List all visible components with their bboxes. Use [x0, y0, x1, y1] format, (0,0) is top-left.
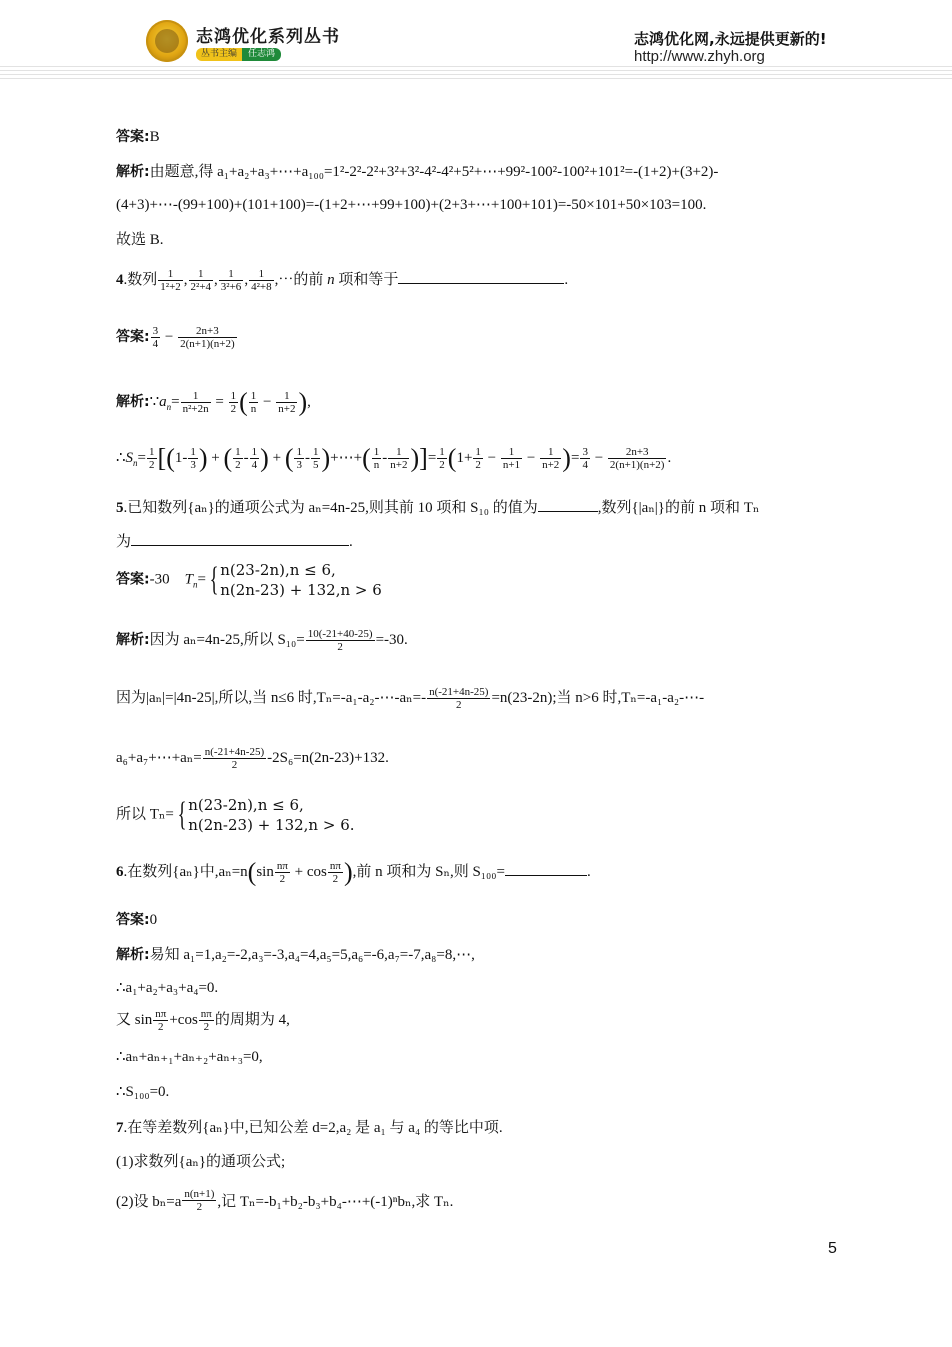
question-text: 在数列{aₙ}中,aₙ=n: [127, 864, 248, 880]
answer-value: -30: [149, 571, 170, 588]
answer-value: 0: [149, 912, 158, 928]
question-text: ,数列{|aₙ|}的前 n 项和 Tₙ: [597, 500, 760, 516]
answer-3: [116, 126, 160, 146]
solution-text: 由题意,得 a₁+a₂+a₃+⋯+a₁₀₀=1²-2²-2²+3²+3²-4²-4²+5²+⋯+99²-100²-100²+101²=-(1+2)+(3+2)-: [149, 164, 719, 180]
fraction: $\frac{1}{n}$: [250, 390, 257, 415]
header-rule: [0, 74, 952, 75]
question-6: 6.在数列{aₙ}中,aₙ=n(sin $\frac{n\pi}{2}$ + cos $\frac{n\pi}{2}$ ),前 n 项和为 Sₙ,则 S₁₀₀= .: [116, 857, 591, 887]
question-5-line-1: 5.已知数列{aₙ}的通项公式为 aₙ=4n-25,则其前 10 项和 S₁₀ 的值为 ,数列{|aₙ|}的前 n 项和 Tₙ: [116, 496, 759, 517]
solution-text: 所以 Tₙ=: [116, 806, 174, 823]
header-rule: [0, 78, 952, 79]
solution-text: =n(23-2n);当 n>6 时,Tₙ=-a₁-a₂-⋯-: [491, 690, 705, 706]
answer-label: 答案:: [116, 912, 150, 928]
question-number: 4: [116, 272, 124, 288]
solution-4-line-2: $\therefore S_n=$ $\frac{1}{2}$ [(1- $\frac{1}{3}$ ) + ( $\frac{1}{2}$ - $\frac{1}{4}$ ) + ( $\frac{1}{3}$ - $\frac{1}{5}$ )+⋯+( $\frac{1}{n}$ - $\frac{1}{n+2}$ )]= $\frac{1}{2}$ (1+ $\frac{1}{2}$ − $\frac{1}{n+1}$ − $\frac{1}{n+2}$ )= $\frac{3}{4}$ − $\frac{2n+3}{2(n+1)(n+2)}$ .: [116, 443, 672, 473]
solution-6-line-2: ∴a₁+a₂+a₃+a₄=0.: [116, 980, 219, 996]
fraction: $\frac{1}{2}$: [230, 390, 237, 415]
header-rule: [0, 70, 952, 71]
variable: n: [327, 272, 335, 288]
answer-blank[interactable]: [398, 269, 564, 284]
solution-5-line-4: 所以 Tₙ= { n(23-2n),n ≤ 6, n(2n-23) + 132,n > 6.: [116, 796, 355, 834]
page-number: 5: [828, 1240, 837, 1257]
solution-label: 解析:: [116, 947, 150, 963]
case-line: n(2n-23) + 132,n > 6: [220, 581, 382, 599]
fraction: $\frac{n\pi}{2}$: [155, 1008, 167, 1034]
answer-blank[interactable]: [538, 497, 598, 512]
question-text: 项和等于: [334, 272, 399, 288]
answer-4: 答案: $\frac{3}{4}$ − $\frac{2n+3}{2(n+1)(n+2)}$: [116, 325, 235, 350]
editor-badge: [196, 48, 281, 61]
question-number: 6: [116, 864, 124, 880]
question-7-line-1: 7.在等差数列{aₙ}中,已知公差 d=2,a₂ 是 a₁ 与 a₄ 的等比中项.: [116, 1120, 503, 1136]
solution-6-line-4: ∴aₙ+aₙ₊₁+aₙ₊₂+aₙ₊₃=0,: [116, 1049, 263, 1065]
fraction: $\frac{1}{\text{n²+2n}}$: [182, 390, 209, 415]
solution-text: 易知 a₁=1,a₂=-2,a₃=-3,a₄=4,a₅=5,a₆=-6,a₇=-7,a₈=8,⋯,: [149, 947, 475, 963]
piecewise-cases: [188, 795, 354, 835]
solution-3-line-2: (4+3)+⋯-(99+100)+(101+100)=-(1+2+⋯+99+100)+(2+3+⋯+100+101)=-50×101+50×103=100.: [116, 197, 707, 213]
site-slogan: 志鸿优化网,永远提供更新的!: [634, 30, 827, 48]
solution-text: a₆+a₇+⋯+aₙ=: [116, 749, 202, 766]
header-rule: [0, 66, 952, 67]
solution-text: 因为 aₙ=4n-25,所以 S₁₀=: [149, 632, 305, 648]
question-text: ,⋯的前: [274, 272, 328, 288]
fraction: $\frac{1}{2}$: [149, 446, 155, 471]
fraction: $\frac{10(-21+40-25)}{2}$: [307, 628, 373, 654]
period: .: [564, 272, 569, 288]
question-7-line-3: [116, 1188, 453, 1213]
fraction: $\frac{n\pi}{2}$: [200, 1008, 212, 1034]
solution-6-line-1: [116, 943, 475, 964]
solution-6-line-5: ∴S₁₀₀=0.: [116, 1084, 170, 1100]
question-text: 为: [116, 534, 132, 550]
solution-label: 解析:: [116, 632, 150, 648]
site-url[interactable]: http://www.zhyh.org: [634, 48, 765, 65]
fraction: $\frac{n(-21+4n-25)}{2}$: [429, 686, 489, 712]
solution-6-line-3: [116, 1008, 290, 1033]
badge-label: 丛书主编: [196, 48, 242, 61]
page-header: [0, 0, 952, 80]
series-title: 志鸿优化系列丛书: [196, 27, 340, 47]
solution-5-line-1: [116, 628, 408, 653]
fraction: $\frac{2n+3}{2(n+1)(n+2)}$: [180, 325, 235, 350]
answer-blank[interactable]: [131, 531, 349, 546]
question-text: 数列: [127, 272, 158, 288]
solution-4-line-1: 解析$:\because a_n=$ $\frac{1}{\text{n²+2n}}$ = $\frac{1}{2}$ ( $\frac{1}{n}$ − $\frac{1}{n+2}$ ),: [116, 387, 311, 417]
period: .: [349, 534, 353, 550]
answer-5: 答案:-30 $T_n=$ { n(23-2n),n ≤ 6, n(2n-23) + 132,n > 6: [116, 561, 382, 599]
fraction: $\frac{1}{\text{1²+2}}$: [160, 268, 181, 294]
answer-blank[interactable]: [505, 861, 587, 876]
solution-text: 又 sin: [116, 1012, 153, 1028]
fraction: $\frac{1}{\text{4²+8}}$: [251, 268, 272, 294]
answer-label: 答案:: [116, 328, 150, 345]
question-text: ,前 n 项和为 Sₙ,则 S₁₀₀=: [352, 864, 505, 880]
logo-emblem-icon: [146, 20, 188, 62]
answer-label: 答案:: [116, 129, 150, 145]
solution-label: 解析:: [116, 393, 150, 410]
question-number: 7: [116, 1120, 124, 1136]
question-number: 5: [116, 500, 124, 516]
question-4: 4.数列 $\frac{1}{\text{1²+2}}$ , $\frac{1}{\text{2²+4}}$ , $\frac{1}{\text{3²+6}}$ , $\frac{1}{\text{4²+8}}$ ,⋯的前 n 项和等于 .: [116, 268, 569, 294]
fraction: $\frac{1}{\text{2²+4}}$: [190, 268, 212, 294]
question-text: ,记 Tₙ=-b₁+b₂-b₃+b₄-⋯+(-1)ⁿbₙ,求 Tₙ.: [217, 1194, 454, 1210]
case-line: n(2n-23) + 132,n > 6.: [188, 816, 355, 834]
fraction: $\frac{3}{4}$: [152, 325, 159, 350]
period: .: [586, 864, 591, 880]
question-7-line-2: (1)求数列{aₙ}的通项公式;: [116, 1154, 286, 1170]
question-text: 在等差数列{aₙ}中,已知公差 d=2,a₂ 是 a₁ 与 a₄ 的等比中项.: [127, 1120, 503, 1136]
fraction: $\frac{n\pi}{2}$: [276, 860, 288, 886]
solution-text: 的周期为 4,: [214, 1012, 290, 1028]
solution-3-line-3: 故选 B.: [116, 232, 164, 248]
answer-6: [116, 909, 157, 929]
case-line: n(23-2n),n ≤ 6,: [220, 561, 336, 579]
case-line: n(23-2n),n ≤ 6,: [188, 796, 304, 814]
solution-text: =-30.: [375, 632, 408, 648]
fraction: $\frac{n(n+1)}{2}$: [184, 1188, 215, 1213]
solution-label: 解析:: [116, 164, 150, 180]
question-text: 已知数列{aₙ}的通项公式为 aₙ=4n-25,则其前 10 项和 S₁₀ 的值为: [127, 500, 538, 516]
badge-editor-name: 任志鸿: [242, 48, 281, 61]
fraction: $\frac{n\pi}{2}$: [329, 860, 341, 886]
solution-5-line-3: [116, 746, 389, 771]
question-5-line-2: [116, 530, 353, 551]
question-text: (2)设 bₙ=a: [116, 1194, 182, 1210]
fraction: $\frac{n(-21+4n-25)}{2}$: [204, 746, 265, 771]
answer-value: B: [149, 129, 160, 145]
solution-text: +cos: [169, 1012, 198, 1028]
solution-text: 因为|aₙ|=|4n-25|,所以,当 n≤6 时,Tₙ=-a₁-a₂-⋯-aₙ=-: [116, 690, 427, 706]
piecewise-cases: [220, 560, 382, 600]
answer-label: 答案:: [116, 571, 150, 588]
solution-text: -2S₆=n(2n-23)+132.: [267, 749, 389, 766]
solution-5-line-2: [116, 686, 704, 711]
fraction: $\frac{1}{\text{3²+6}}$: [220, 268, 242, 294]
solution-3-line-1: [116, 160, 718, 181]
fraction: $\frac{1}{n+2}$: [278, 390, 296, 415]
